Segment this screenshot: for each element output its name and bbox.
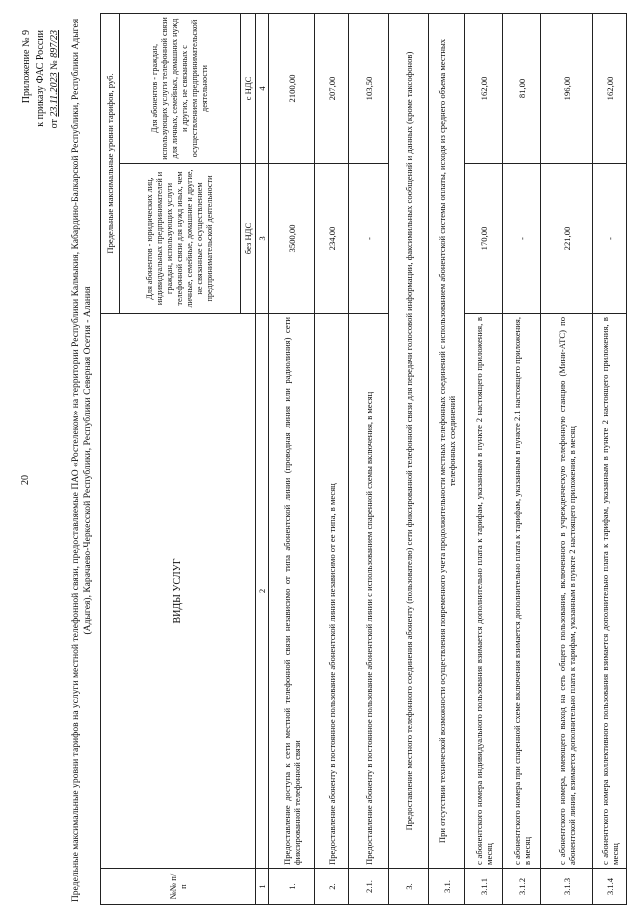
header-citizens: Для абонентов - граждан, использующих услуги телефонной связи для личных, семейных, домашних нужд и других, не связанных с осуществлением предпринимательской деятельности: [120, 13, 241, 163]
header-with-vat: с НДС: [241, 13, 256, 163]
tariff-table: [100, 13, 627, 905]
table-row: 3.1.1 с абонентского номера индивидуального пользования взимается дополнительно плата к тарифам, указанным в пункте 2 настоящего приложения, в месяц 170,00 162,00: [465, 13, 503, 904]
table-row: 1. Предоставление доступа к сети местной телефонной связи независимо от типа абонентской линии (проводная линия или радиолиния) сети фиксированной телефонной связи 3500,00 2100,00: [269, 13, 315, 904]
header-num: №№ п/п: [101, 869, 256, 905]
appendix-title: Приложение № 9: [21, 30, 32, 104]
table-row: 2.1. Предоставление абоненту в постоянное пользование абонентской линии с использованием спаренной схемы включения, в месяц - 103,50: [349, 13, 389, 904]
header-legal: Для абонентов - юридических лиц, индивидуальных предпринимателей и граждан, использующих услуги телефонной связи для нужд иных, чем личные, семейные, домашние и другие, не связанные с осуществлением предпринимательской деятельности: [120, 164, 241, 314]
header-tariffs: Предельные максимальные уровни тарифов, руб.: [101, 13, 120, 313]
header-index-row: 1 2 3 4: [256, 13, 269, 904]
table-row: 3.1.4 с абонентского номера коллективного пользования взимается дополнительно плата к тарифам, указанным в пункте 2 настоящего приложения, в месяц - 162,00: [593, 13, 627, 904]
document-title: Предельные максимальные уровни тарифов на услуги местной телефонной связи, предоставляемые ПАО «Ростелеком» на территории Республики Калмыкия, Кабардино-Балкарской Республики, Республики Адыгея (Адыгея), Карачаево-Черкесской Республики, Республики Северная Осетия - Алания: [70, 18, 93, 903]
table-row: 3.1.2 с абонентского номера при спаренной схеме включения взимается дополнительно плата к тарифам, указанным в пункте 2.1 настоящего приложения, в месяц - 81,00: [503, 13, 541, 904]
table-row: 2. Предоставление абоненту в постоянное пользование абонентской линии независимо от ее типа, в месяц 234,00 207,00: [315, 13, 349, 904]
table-row: 3.1.3 с абонентского номера, имеющего выход на сеть общего пользования, включенного в учрежденческую телефонную станцию (Мини-АТС) по абонентской линии, взимается дополнительно плата к тарифам, указанным в пункте 2 настоящего приложения, в месяц 221,00 196,00: [541, 13, 593, 904]
header-row-1: [101, 13, 120, 904]
appendix-date-line: от 23.11.2023 № 897/23: [49, 30, 60, 129]
appendix-order: к приказу ФАС России: [35, 30, 46, 127]
appendix-header: [20, 30, 62, 128]
order-number: 897/23: [49, 30, 60, 58]
order-date: 23.11.2023: [49, 72, 60, 117]
table-row: 3.1. При отсутствии технической возможности осуществления повременного учета продолжительности местных телефонных соединений с использованием абонентской системы оплаты, исходя из среднего объема местных телефонных соединений: [429, 13, 465, 904]
page-number: 20: [20, 475, 31, 485]
table-row: 3. Предоставление местного телефонного соединения абоненту (пользователю) сети фиксированной телефонной связи для передачи голосовой информации, факсимильных сообщений и данных (кроме таксофонов): [389, 13, 429, 904]
header-service: ВИДЫ УСЛУГ: [101, 314, 256, 869]
header-no-vat: без НДС: [241, 164, 256, 314]
